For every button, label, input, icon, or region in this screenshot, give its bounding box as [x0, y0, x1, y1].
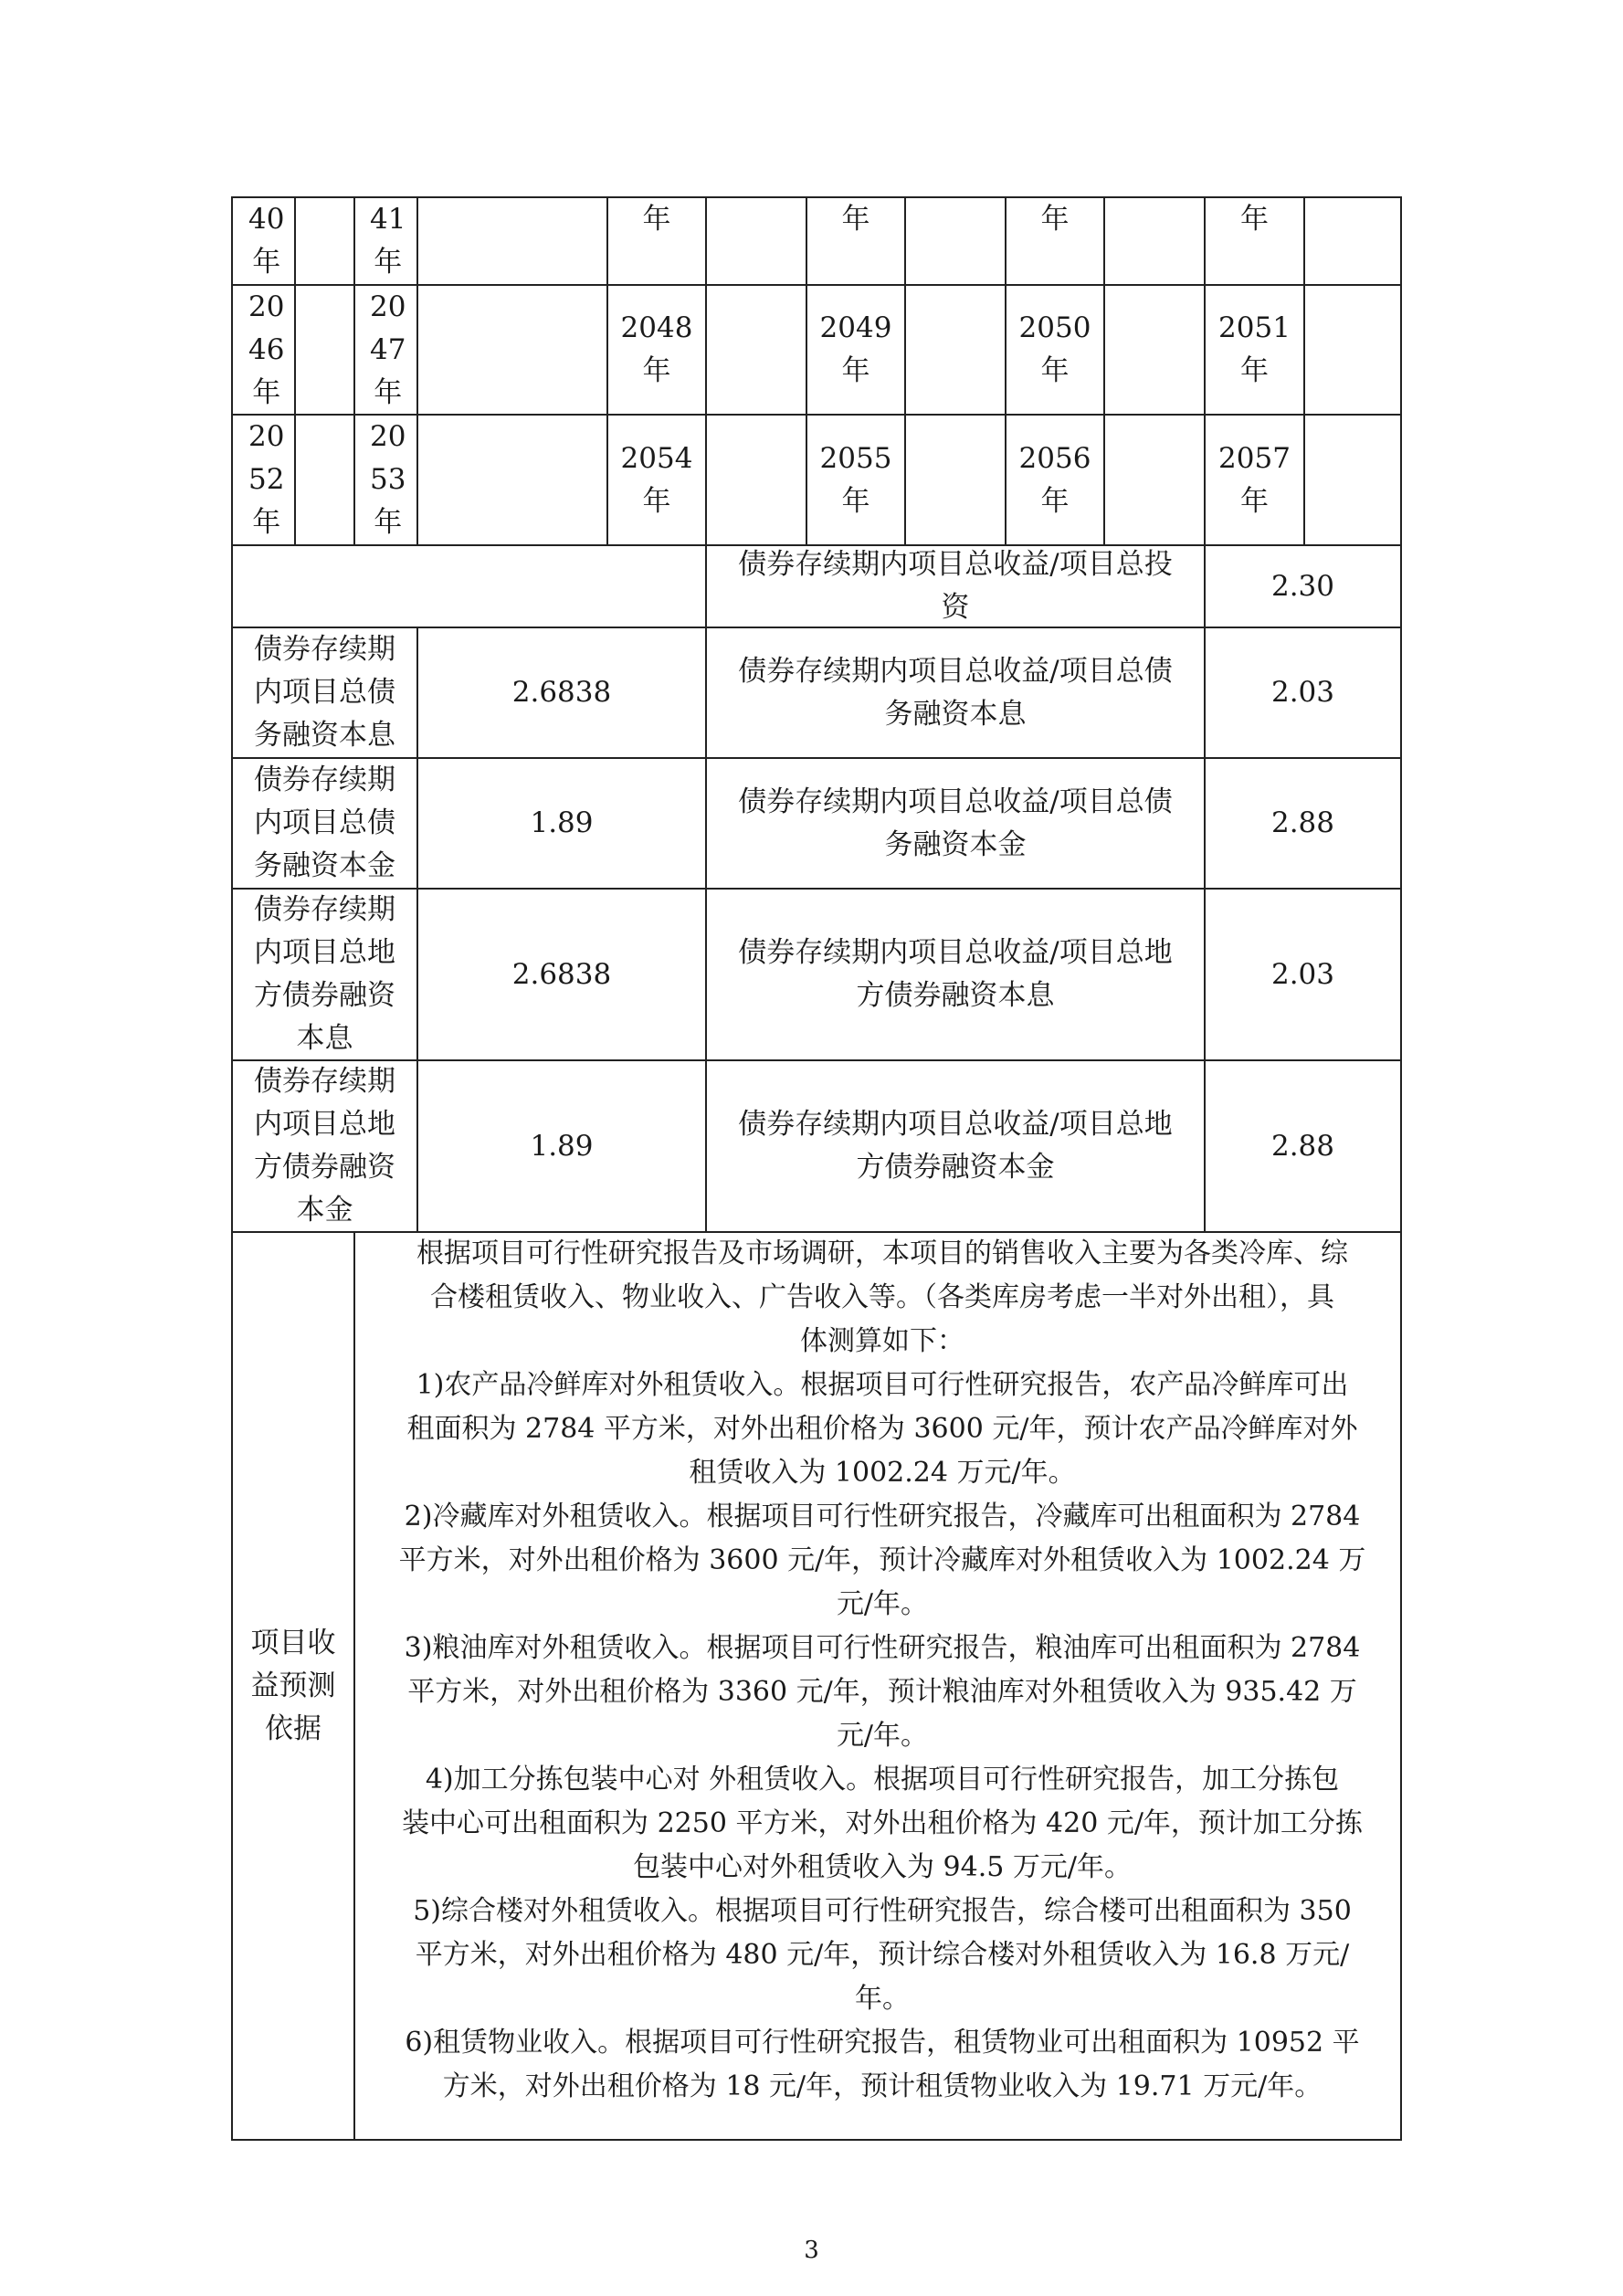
year-cell: 2049 年: [819, 311, 892, 387]
table-border-bottom: [231, 2139, 1402, 2141]
ratio-label: 债券存续期内项目总收益/项目总债 务融资本息: [738, 654, 1173, 731]
basis-line: 租赁收入为 1002.24 万元/年。: [689, 1457, 1076, 1489]
basis-label: 项目收 益预测 依据: [250, 1626, 336, 1745]
year-cell: 2048 年: [620, 311, 693, 387]
basis-line: 元/年。: [836, 1588, 929, 1620]
basis-text: [364, 1232, 1401, 2109]
year-cell: 2054 年: [620, 441, 693, 518]
ratio-value: 2.03: [1270, 957, 1335, 991]
year-cell: 2051 年: [1218, 311, 1291, 387]
metric-label: 债券存续期 内项目总债 务融资本息: [254, 633, 395, 752]
page-number: 3: [804, 2237, 819, 2264]
ratio-label: 债券存续期内项目总收益/项目总投 资: [738, 548, 1173, 624]
metric-label: 债券存续期 内项目总地 方债券融资 本息: [254, 893, 395, 1055]
table-rule: [705, 196, 707, 544]
year-cell: 20 52 年: [248, 420, 285, 539]
table-rule: [416, 196, 418, 544]
basis-line: 1)农产品冷鲜库对外租赁收入。根据项目可行性研究报告，农产品冷鲜库可出: [416, 1369, 1349, 1401]
basis-line: 2)冷藏库对外租赁收入。根据项目可行性研究报告，冷藏库可出租面积为 2784: [404, 1501, 1361, 1532]
metric-value: 2.6838: [511, 957, 612, 991]
ratio-value: 2.03: [1270, 676, 1335, 709]
year-cell: 2057 年: [1218, 441, 1291, 518]
basis-line: 5)综合楼对外租赁收入。根据项目可行性研究报告，综合楼可出租面积为 350: [413, 1895, 1352, 1927]
basis-line: 根据项目可行性研究报告及市场调研，本项目的销售收入主要为各类冷库、综: [416, 1238, 1348, 1269]
ratio-label: 债券存续期内项目总收益/项目总地 方债券融资本息: [738, 936, 1173, 1012]
table-rule: [294, 196, 296, 544]
ratio-value: 2.88: [1270, 1129, 1335, 1163]
basis-line: 平方米，对外出租价格为 3360 元/年，预计粮油库对外租赁收入为 935.42 万: [407, 1676, 1357, 1708]
year-cell: 年: [1040, 203, 1070, 236]
basis-line: 4)加工分拣包装中心对 外租赁收入。根据项目可行性研究报告，加工分拣包: [425, 1764, 1340, 1796]
year-cell: 20 46 年: [248, 290, 285, 409]
table-rule: [904, 196, 906, 544]
ratio-value: 2.30: [1270, 569, 1335, 603]
table-rule: [1103, 196, 1105, 544]
basis-line: 装中心可出租面积为 2250 平方米，对外出租价格为 420 元/年，预计加工分拣: [402, 1807, 1363, 1839]
basis-line: 租面积为 2784 平方米，对外出租价格为 3600 元/年，预计农产品冷鲜库对外: [406, 1413, 1358, 1445]
basis-line: 包装中心对外租赁收入为 94.5 万元/年。: [633, 1851, 1132, 1883]
metric-value: 1.89: [530, 806, 594, 839]
basis-line: 元/年。: [836, 1720, 929, 1752]
basis-line: 合楼租赁收入、物业收入、广告收入等。（各类库房考虑一半对外出租），具: [430, 1281, 1334, 1313]
ratio-label: 债券存续期内项目总收益/项目总债 务融资本金: [738, 785, 1173, 861]
table-rule: [1303, 196, 1305, 544]
table-rule: [353, 1231, 355, 2141]
ratio-label: 债券存续期内项目总收益/项目总地 方债券融资本金: [738, 1108, 1173, 1184]
basis-line: 6)租赁物业收入。根据项目可行性研究报告，租赁物业可出租面积为 10952 平: [405, 2027, 1360, 2059]
year-cell: 20 53 年: [370, 420, 406, 539]
year-cell: 41 年: [370, 203, 406, 279]
year-cell: 年: [1240, 203, 1269, 236]
metric-value: 1.89: [530, 1129, 594, 1163]
year-cell: 20 47 年: [370, 290, 406, 409]
metric-value: 2.6838: [511, 676, 612, 709]
year-cell: 2055 年: [819, 441, 892, 518]
metric-label: 债券存续期 内项目总地 方债券融资 本金: [254, 1065, 395, 1227]
basis-line: 年。: [855, 1983, 910, 2015]
year-cell: 2050 年: [1018, 311, 1091, 387]
basis-line: 平方米，对外出租价格为 3600 元/年，预计冷藏库对外租赁收入为 1002.24 万: [398, 1544, 1366, 1576]
year-cell: 40 年: [248, 203, 285, 279]
ratio-value: 2.88: [1270, 806, 1335, 839]
year-cell: 年: [841, 203, 870, 236]
basis-line: 体测算如下：: [800, 1325, 964, 1357]
basis-line: 3)粮油库对外租赁收入。根据项目可行性研究报告，粮油库可出租面积为 2784: [404, 1632, 1361, 1664]
year-cell: 年: [642, 203, 671, 236]
basis-line: 方米，对外出租价格为 18 元/年，预计租赁物业收入为 19.71 万元/年。: [442, 2070, 1323, 2102]
basis-line: 平方米，对外出租价格为 480 元/年，预计综合楼对外租赁收入为 16.8 万元/: [415, 1939, 1350, 1971]
metric-label: 债券存续期 内项目总债 务融资本金: [254, 764, 395, 882]
year-cell: 2056 年: [1018, 441, 1091, 518]
